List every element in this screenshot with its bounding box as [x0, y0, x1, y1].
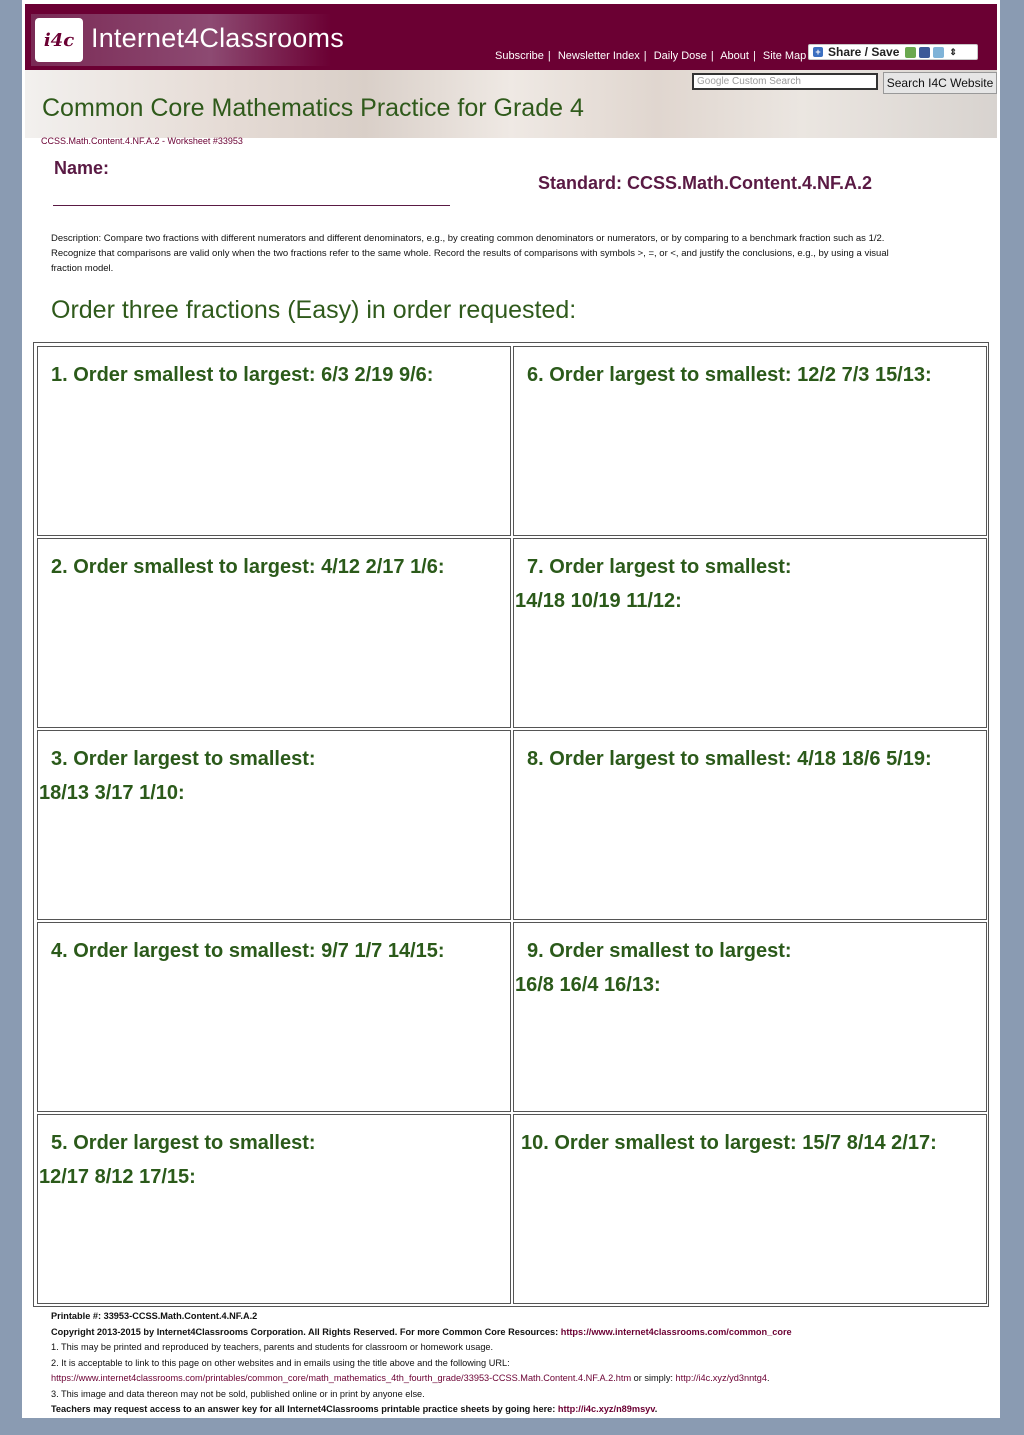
question-cell-10: [513, 1114, 987, 1304]
question-text: 3. Order largest to smallest:: [51, 748, 316, 770]
short-url-link[interactable]: http://i4c.xyz/yd3nntg4: [675, 1373, 767, 1383]
facebook-icon: [919, 47, 930, 58]
question-cell-2: [37, 538, 511, 728]
copyright-text: Copyright 2013-2015 by Internet4Classrooms Corporation. All Rights Reserved. For more Common Core Resources:: [51, 1326, 561, 1337]
logo-text: Internet4Classrooms: [91, 23, 344, 53]
twitter-icon: [933, 47, 944, 58]
description-line: fraction model.: [51, 263, 114, 274]
share-plus-icon: +: [813, 47, 823, 57]
question-cell-8: [513, 730, 987, 920]
answer-key-link[interactable]: http://i4c.xyz/n89msyv: [557, 1404, 655, 1414]
question-fractions: 12/17 8/12 17/15:: [39, 1166, 196, 1188]
url-separator: or simply:: [631, 1373, 676, 1383]
answer-key-note: Teachers may request access to an answer key for all Internet4Classrooms printable practice sheets by going here: http://i4c.xyz/n89msyv.: [51, 1404, 658, 1414]
common-core-link[interactable]: https://www.internet4classrooms.com/common_core: [560, 1326, 792, 1337]
worksheet-page: [22, 0, 1000, 1418]
search-brand: Google: [697, 76, 730, 87]
rule-2: 2. It is acceptable to link to this page on other websites and in emails using the title above and the following URL:: [51, 1357, 510, 1368]
nav-subscribe[interactable]: Subscribe: [495, 50, 544, 62]
search-input[interactable]: [692, 73, 878, 90]
description-line: Recognize that comparisons are valid only when the two fractions refer to the same whole. Record the results of comparisons with symbols >, =, or <, and justify the conclusions, e.g., by using a visual: [51, 248, 889, 259]
question-text: 8. Order largest to smallest: 4/18 18/6 5/19:: [527, 748, 932, 770]
refresh-icon: [905, 47, 916, 58]
page-banner: [25, 70, 997, 138]
description: [51, 231, 981, 276]
rule-1: 1. This may be printed and reproduced by teachers, parents and students for classroom or homework usage.: [51, 1342, 494, 1352]
question-fractions: 14/18 10/19 11/12:: [515, 590, 682, 612]
question-text: 2. Order smallest to largest: 4/12 2/17 1/6:: [51, 556, 445, 578]
long-url-link[interactable]: https://www.internet4classrooms.com/printables/common_core/math_mathematics_4th_fourth_grade/33953-CCSS.Math.Content.4.NF.A.2.htm: [51, 1373, 632, 1383]
site-logo[interactable]: [31, 14, 344, 66]
name-line: [53, 205, 450, 206]
question-text: 7. Order largest to smallest:: [527, 556, 792, 578]
site-header: [25, 4, 997, 70]
question-text: 6. Order largest to smallest: 12/2 7/3 15/13:: [527, 364, 932, 386]
answer-key-text: Teachers may request access to an answer key for all Internet4Classrooms printable practice sheets by going here:: [51, 1404, 558, 1414]
question-cell-5: [37, 1114, 511, 1304]
question-cell-9: [513, 922, 987, 1112]
section-title: Order three fractions (Easy) in order requested:: [51, 296, 577, 324]
question-fractions: 16/8 16/4 16/13:: [515, 974, 661, 996]
nav-newsletter-index[interactable]: Newsletter Index: [557, 50, 640, 62]
logo-badge-icon: i4c: [35, 18, 83, 62]
share-save-button[interactable]: [808, 44, 978, 60]
dropdown-arrow-icon: ⇕: [949, 46, 957, 57]
nav-site-map[interactable]: Site Map: [762, 50, 807, 62]
question-grid: [33, 342, 989, 1307]
question-text: 1. Order smallest to largest: 6/3 2/19 9/6:: [51, 364, 434, 386]
question-text: 4. Order largest to smallest: 9/7 1/7 14/15:: [51, 940, 445, 962]
question-cell-1: [37, 346, 511, 536]
question-text: 5. Order largest to smallest:: [51, 1132, 316, 1154]
page-title: Common Core Mathematics Practice for Grade 4: [42, 94, 584, 122]
question-text: 10. Order smallest to largest: 15/7 8/14 2/17:: [521, 1132, 937, 1154]
question-cell-4: [37, 922, 511, 1112]
description-line: Description: Compare two fractions with different numerators and different denominators, e.g., by creating common denominators or numerators, or by comparing to a benchmark fraction such as 1/2.: [51, 233, 885, 244]
question-cell-6: [513, 346, 987, 536]
nav-about[interactable]: About: [720, 50, 749, 62]
nav-daily-dose[interactable]: Daily Dose: [653, 50, 707, 62]
question-fractions: 18/13 3/17 1/10:: [39, 782, 185, 804]
name-label: Name:: [54, 158, 110, 178]
copyright: [51, 1325, 991, 1341]
question-cell-3: [37, 730, 511, 920]
search-placeholder: Custom Search: [732, 76, 801, 87]
standard-label: Standard: CCSS.Math.Content.4.NF.A.2: [538, 173, 873, 193]
share-label: Share / Save: [828, 45, 900, 59]
url-line: https://www.internet4classrooms.com/printables/common_core/math_mathematics_4th_fourth_grade/33953-CCSS.Math.Content.4.NF.A.2.htm or simply: http://i4c.xyz/yd3nntg4.: [51, 1373, 770, 1383]
question-text: 9. Order smallest to largest:: [527, 940, 792, 962]
search-button[interactable]: Search I4C Website: [883, 72, 997, 94]
footer: [51, 1309, 991, 1418]
rule-3: 3. This image and data thereon may not be sold, published online or in print by anyone else.: [51, 1388, 425, 1399]
top-nav: Subscribe | Newsletter Index | Daily Dose | About | Site Map: [495, 50, 807, 62]
question-cell-7: [513, 538, 987, 728]
breadcrumb: CCSS.Math.Content.4.NF.A.2 - Worksheet #33953: [41, 136, 243, 146]
printable-number: Printable #: 33953-CCSS.Math.Content.4.NF.A.2: [51, 1311, 258, 1321]
